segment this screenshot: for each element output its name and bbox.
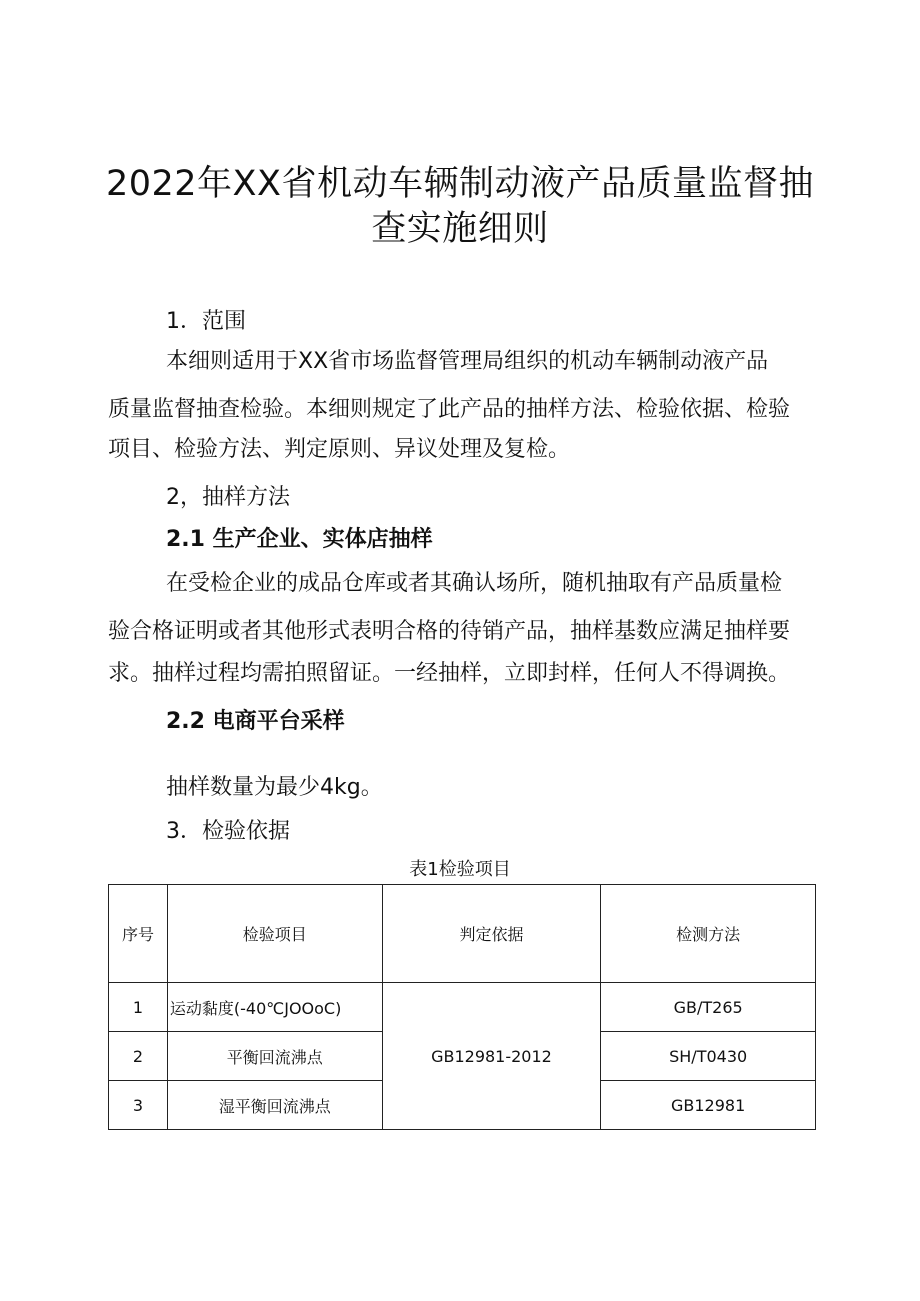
row-item-cell: 湿平衡回流沸点 [167,1081,382,1130]
header-cell-no: 序号 [109,885,168,983]
section-1-heading: 1．范围 [166,309,246,334]
section-2-1-paragraph-line2: 验合格证明或者其他形式表明合格的待销产品，抽样基数应满足抽样要 [108,619,791,644]
document-title-line1: 2022年XX省机动车辆制动液产品质量监督抽 [105,164,815,204]
row-method-cell: GB/T265 [601,983,816,1032]
section-2-2-paragraph: 抽样数量为最少4kg。 [166,775,383,800]
document-title-line2: 查实施细则 [371,209,549,249]
section-2-heading: 2，抽样方法 [166,485,290,510]
section-2-2-heading: 2.2 电商平台采样 [166,709,345,734]
row-no-cell: 1 [109,983,168,1032]
row-no-cell: 3 [109,1081,168,1130]
section-1-paragraph-line3: 项目、检验方法、判定原则、异议处理及复检。 [108,437,571,462]
header-cell-item: 检验项目 [167,885,382,983]
row-no-cell: 2 [109,1032,168,1081]
section-2-1-heading: 2.1 生产企业、实体店抽样 [166,527,433,552]
inspection-items-table [108,884,816,1130]
section-1-paragraph-line2: 质量监督抽查检验。本细则规定了此产品的抽样方法、检验依据、检验 [108,397,791,422]
row-item-cell: 平衡回流沸点 [167,1032,382,1081]
section-1-paragraph-line1: 本细则适用于XX省市场监督管理局组织的机动车辆制动液产品 [166,349,769,374]
section-2-1-paragraph-line3: 求。抽样过程均需拍照留证。一经抽样，立即封样，任何人不得调换。 [108,661,791,686]
section-2-1-paragraph-line1: 在受检企业的成品仓库或者其确认场所，随机抽取有产品质量检 [166,571,783,596]
table-header-row [109,885,816,983]
row-method-cell: GB12981 [601,1081,816,1130]
header-cell-basis: 判定依据 [382,885,601,983]
table-caption: 表1检验项目 [409,859,511,880]
section-3-heading: 3．检验依据 [166,819,290,844]
row-item-cell: 运动黏度(-40℃JOOoC) [167,983,382,1032]
table-row [109,983,816,1032]
header-cell-method: 检测方法 [601,885,816,983]
row-method-cell: SH/T0430 [601,1032,816,1081]
basis-cell: GB12981-2012 [382,983,601,1130]
